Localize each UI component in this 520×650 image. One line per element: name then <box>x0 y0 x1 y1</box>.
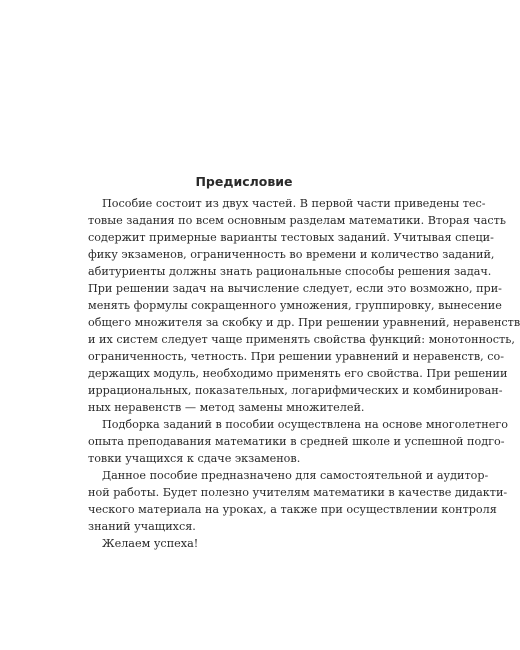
text-line: менять формулы сокращенного умножения, группировку, вынесение <box>88 299 502 312</box>
text-line: и их систем следует чаще применять свойства функций: монотонность, <box>88 333 515 346</box>
text-line: ограниченность, четность. При решении уравнений и неравенств, со- <box>88 350 505 363</box>
text-line: знаний учащихся. <box>88 520 196 533</box>
text-line: Данное пособие предназначено для самостоятельной и аудитор- <box>102 469 489 482</box>
text-line: содержит примерные варианты тестовых заданий. Учитывая специ- <box>88 231 494 244</box>
text-line: фику экзаменов, ограниченность во времени и количество заданий, <box>88 248 495 261</box>
text-line: ной работы. Будет полезно учителям математики в качестве дидакти- <box>88 486 508 499</box>
text-line: ных неравенств — метод замены множителей. <box>88 401 365 414</box>
text-line: товые задания по всем основным разделам математики. Вторая часть <box>88 214 506 227</box>
text-line: ческого материала на уроках, а также при осуществлении контроля <box>88 503 497 516</box>
text-line: общего множителя за скобку и др. При решении уравнений, неравенств <box>88 316 520 329</box>
text-line: абитуриенты должны знать рациональные способы решения задач. <box>88 265 492 278</box>
text-line: При решении задач на вычисление следует, если это возможно, при- <box>88 282 502 295</box>
text-line: Желаем успеха! <box>102 537 199 550</box>
text-line: Пособие состоит из двух частей. В первой части приведены тес- <box>102 197 486 210</box>
text-line: Подборка заданий в пособии осуществлена на основе многолетнего <box>102 418 508 431</box>
text-line: опыта преподавания математики в средней школе и успешной подго- <box>88 435 505 448</box>
text-line: иррациональных, показательных, логарифмических и комбинирован- <box>88 384 503 397</box>
text-line: товки учащихся к сдаче экзаменов. <box>88 452 301 465</box>
page-title: Предисловие <box>195 174 293 189</box>
text-line: держащих модуль, необходимо применять его свойства. При решении <box>88 367 508 380</box>
